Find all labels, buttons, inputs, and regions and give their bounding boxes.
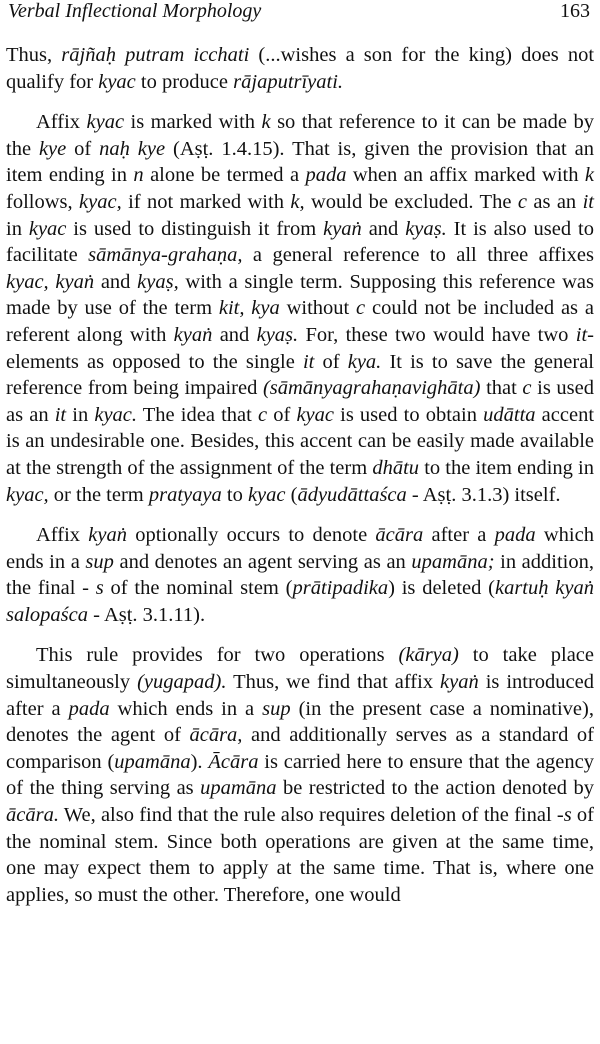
text-run: (...wishes a son for the king) does not qualify for [6,44,595,93]
italic-term: kit, kya [218,297,280,320]
text-run: Affix [36,524,89,547]
text-run: -elements as opposed to the single [6,323,594,373]
text-run: which ends in a [6,524,594,573]
text-run: of the nominal stem. Since both operations are given at the same time, one may expect them to apply at the same time. That is, where one applies, so must the other. Therefore, one would [6,804,595,906]
italic-term: kyaṣ, [137,270,179,293]
italic-term: k, [290,190,305,213]
text-run: is used as an [6,377,595,426]
text-run: after a [423,524,495,547]
text-run: is used to distinguish it from [66,217,324,240]
italic-term: kyaṅ [323,217,362,240]
italic-term: kartuḥ kyaṅ salopaśca [6,577,594,626]
text-run: to take place simultaneously [6,644,594,694]
text-run: to [221,483,248,506]
italic-term: it [302,350,315,373]
italic-term: (yugapad). [137,671,227,694]
text-run: ) is deleted ( [388,577,495,600]
text-run: in [6,217,29,240]
italic-term: udātta [483,403,536,426]
text-run: Thus, we find that affix [226,671,441,694]
italic-term: dhātu [372,456,420,479]
italic-term: kyaṅ [88,524,127,547]
text-run: and [361,217,406,240]
text-run: optionally occurs to denote [126,524,376,547]
italic-term: kya. [347,350,382,373]
italic-term: kyaṣ. [256,323,299,346]
italic-term: kye [38,137,67,160]
text-run: when an affix marked with [346,164,585,187]
italic-term: kyac [28,217,67,240]
italic-term: ādyudāttaśca [297,483,407,506]
text-run: that [480,377,523,400]
text-run: which ends in a [109,697,263,720]
italic-term: ācāra. [6,804,59,827]
text-run: - Aṣṭ. 3.1.3) itself. [406,483,561,506]
paragraph [6,109,594,508]
italic-term: it [54,403,67,426]
text-run: if not marked with [121,190,291,213]
text-run: and [94,270,138,293]
text-run: is introduced after a [6,671,595,720]
italic-term: kyac [247,483,286,506]
italic-term: (kārya) [398,644,459,667]
page-number: 163 [560,0,590,22]
italic-term: c [517,190,527,213]
text-run: is carried here to ensure that the agency of the thing serving as [6,750,595,800]
text-run: of the nominal stem ( [103,577,293,600]
italic-term: pada [305,164,347,187]
running-head: Verbal Inflectional Morphology [8,0,262,22]
text-run: or the term [48,483,149,506]
italic-term: naḥ kye [99,137,166,160]
italic-term: kyac, [6,483,49,506]
text-run: This rule provides for two operations [36,644,399,667]
italic-term: ācāra, [189,724,243,747]
text-run: For, these two would have two [298,323,576,346]
text-run: accent is an undesirable one. Besides, this accent can be easily made available at the strength of the assignment of the term [6,403,595,479]
text-run: It is to save the general reference from being impaired [6,350,594,400]
text-run: (Aṣṭ. 1.4.15). That is, given the provision that an item ending in [6,137,594,187]
text-run: The idea that [137,403,258,426]
italic-term: kyaṣ. [405,217,447,240]
italic-term: sup [85,550,114,573]
italic-term: kyac, kyaṅ [6,270,95,293]
text-run: (in the present case a nominative), denotes the agent of [6,697,594,747]
italic-term: c [257,403,268,426]
italic-term: kyaṅ [173,323,213,346]
text-run: so that reference to it can be made by the [6,111,594,160]
text-run: a general reference to all three affixes [242,244,595,267]
italic-term: kyac, [79,190,122,213]
italic-term: kyac [296,403,334,426]
italic-term: sāmānya-grahaṇa, [88,244,243,267]
text-run: would be excluded. The [304,190,518,213]
italic-term: pratyaya [148,483,222,506]
text-run: and [212,323,257,346]
italic-term: s [95,577,104,600]
italic-term: Ācāra [208,750,259,773]
italic-term: kyac. [94,403,138,426]
text-run: ). [190,750,209,773]
text-run: follows, [6,190,80,213]
italic-term: rājñaḥ putram icchati [61,44,250,66]
italic-term: pada [494,524,536,547]
italic-term: it [582,190,594,213]
text-run: without [279,297,357,320]
italic-term: (sāmānyagrahaṇavighāta) [262,377,481,400]
italic-term: it [575,323,588,346]
text-run: We, also find that the rule also requires deletion of the final [58,804,557,827]
text-run: is marked with [124,111,262,134]
italic-term: c [522,377,532,400]
italic-term: kyac [86,111,125,134]
italic-term: rājaputrīyati. [233,70,344,93]
text-run: to produce [135,70,234,93]
text-run: is used to obtain [333,403,484,426]
italic-term: -s [556,804,572,827]
text-run: of [314,350,348,373]
paragraph [6,42,594,95]
italic-term: upamāna [200,777,277,800]
italic-term: upamāna; [411,550,495,573]
italic-term: k [261,111,271,134]
paragraph [6,642,594,908]
text-run: with a single term. Supposing this reference was made by use of the term [6,270,594,320]
italic-term: k [584,164,594,187]
italic-term: upamāna [114,750,191,773]
text-run: alone be termed a [143,164,306,187]
page-header [6,0,594,30]
text-run: and additionally serves as a standard of comparison ( [6,724,594,773]
text-run: of [66,137,100,160]
text-run: - Aṣṭ. 3.1.11). [88,603,206,626]
paragraph [6,522,594,628]
text-run: Thus, [6,44,62,66]
italic-term: pada [68,697,110,720]
italic-term: kyac [98,70,136,93]
text-run: as an [526,190,583,213]
text-run: of [267,403,297,426]
italic-term: c [356,297,366,320]
text-run: Affix [36,111,87,134]
italic-term: sup [262,697,291,720]
text-run: It is also used to facilitate [6,217,594,267]
text-run: and denotes an agent serving as an [113,550,412,573]
text-run: could not be included as a referent along with [6,297,594,346]
text-run: in [66,403,95,426]
italic-term: ācāra [375,524,424,547]
body-text [6,42,594,908]
text-run: ( [285,483,298,506]
text-run: to the item ending in [419,456,594,479]
italic-term: n [133,164,144,187]
italic-term: prātipadika [292,577,389,600]
text-run: in addition, the final - [6,550,594,600]
italic-term: kyaṅ [440,671,479,694]
text-run: be restricted to the action denoted by [276,777,594,800]
